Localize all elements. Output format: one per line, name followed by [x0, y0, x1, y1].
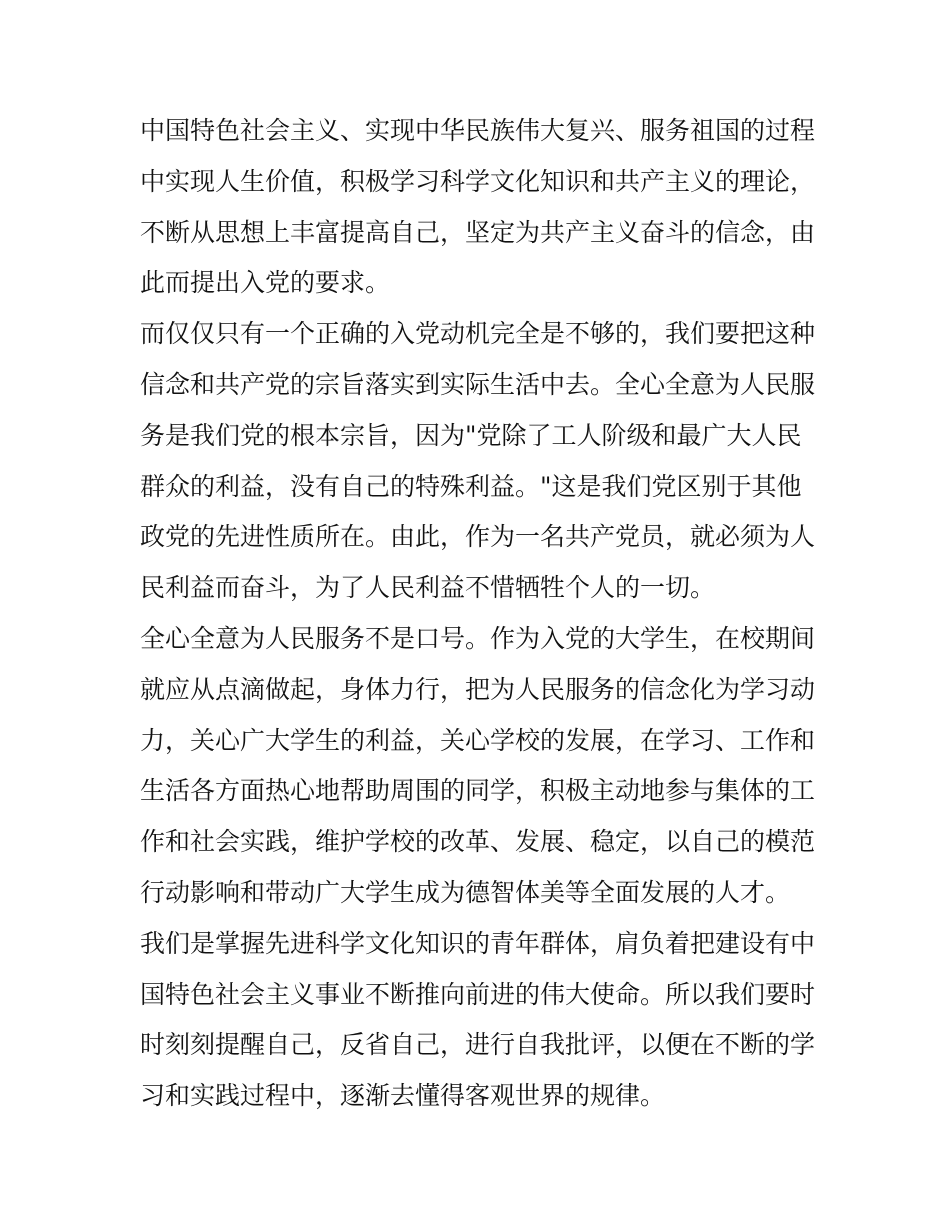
document-body	[140, 106, 820, 1122]
text-line: 中国特色社会主义、实现中华民族伟大复兴、服务祖国的过程	[140, 116, 816, 145]
text-line: 时刻刻提醒自己，反省自己，进行自我批评，以便在不断的学	[140, 1030, 816, 1060]
text-line: 此而提出入党的要求。	[140, 268, 391, 298]
text-line: 民利益而奋斗，为了人民利益不惜牺牲个人的一切。	[140, 573, 716, 603]
paragraph-4	[140, 919, 820, 1122]
paragraph-2	[140, 309, 820, 614]
text-line: 作和社会实践，维护学校的改革、发展、稳定，以自己的模范	[140, 827, 816, 857]
text-line: 务是我们党的根本宗旨，因为"党除了工人阶级和最广大人民	[140, 420, 802, 450]
text-line: 生活各方面热心地帮助周围的同学，积极主动地参与集体的工	[140, 776, 816, 806]
text-line: 不断从思想上丰富提高自己，坚定为共产主义奋斗的信念，由	[140, 217, 816, 247]
paragraph-3	[140, 614, 820, 919]
text-line: 我们是掌握先进科学文化知识的青年群体，肩负着把建设有中	[140, 928, 816, 958]
text-line: 行动影响和带动广大学生成为德智体美等全面发展的人才。	[140, 877, 791, 907]
text-line: 就应从点滴做起，身体力行，把为人民服务的信念化为学习动	[140, 674, 816, 704]
text-line: 力，关心广大学生的利益，关心学校的发展，在学习、工作和	[140, 725, 816, 755]
text-line: 群众的利益，没有自己的特殊利益。"这是我们党区别于其他	[140, 471, 802, 501]
text-line: 国特色社会主义事业不断推向前进的伟大使命。所以我们要时	[140, 979, 816, 1009]
text-line: 而仅仅只有一个正确的入党动机完全是不够的，我们要把这种	[140, 319, 816, 349]
text-line: 信念和共产党的宗旨落实到实际生活中去。全心全意为人民服	[140, 369, 816, 399]
text-line: 全心全意为人民服务不是口号。作为入党的大学生，在校期间	[140, 623, 816, 653]
paragraph-1	[140, 106, 820, 309]
text-line: 政党的先进性质所在。由此，作为一名共产党员，就必须为人	[140, 522, 816, 552]
text-line: 中实现人生价值，积极学习科学文化知识和共产主义的理论，	[140, 166, 816, 196]
text-line: 习和实践过程中，逐渐去懂得客观世界的规律。	[140, 1081, 666, 1111]
